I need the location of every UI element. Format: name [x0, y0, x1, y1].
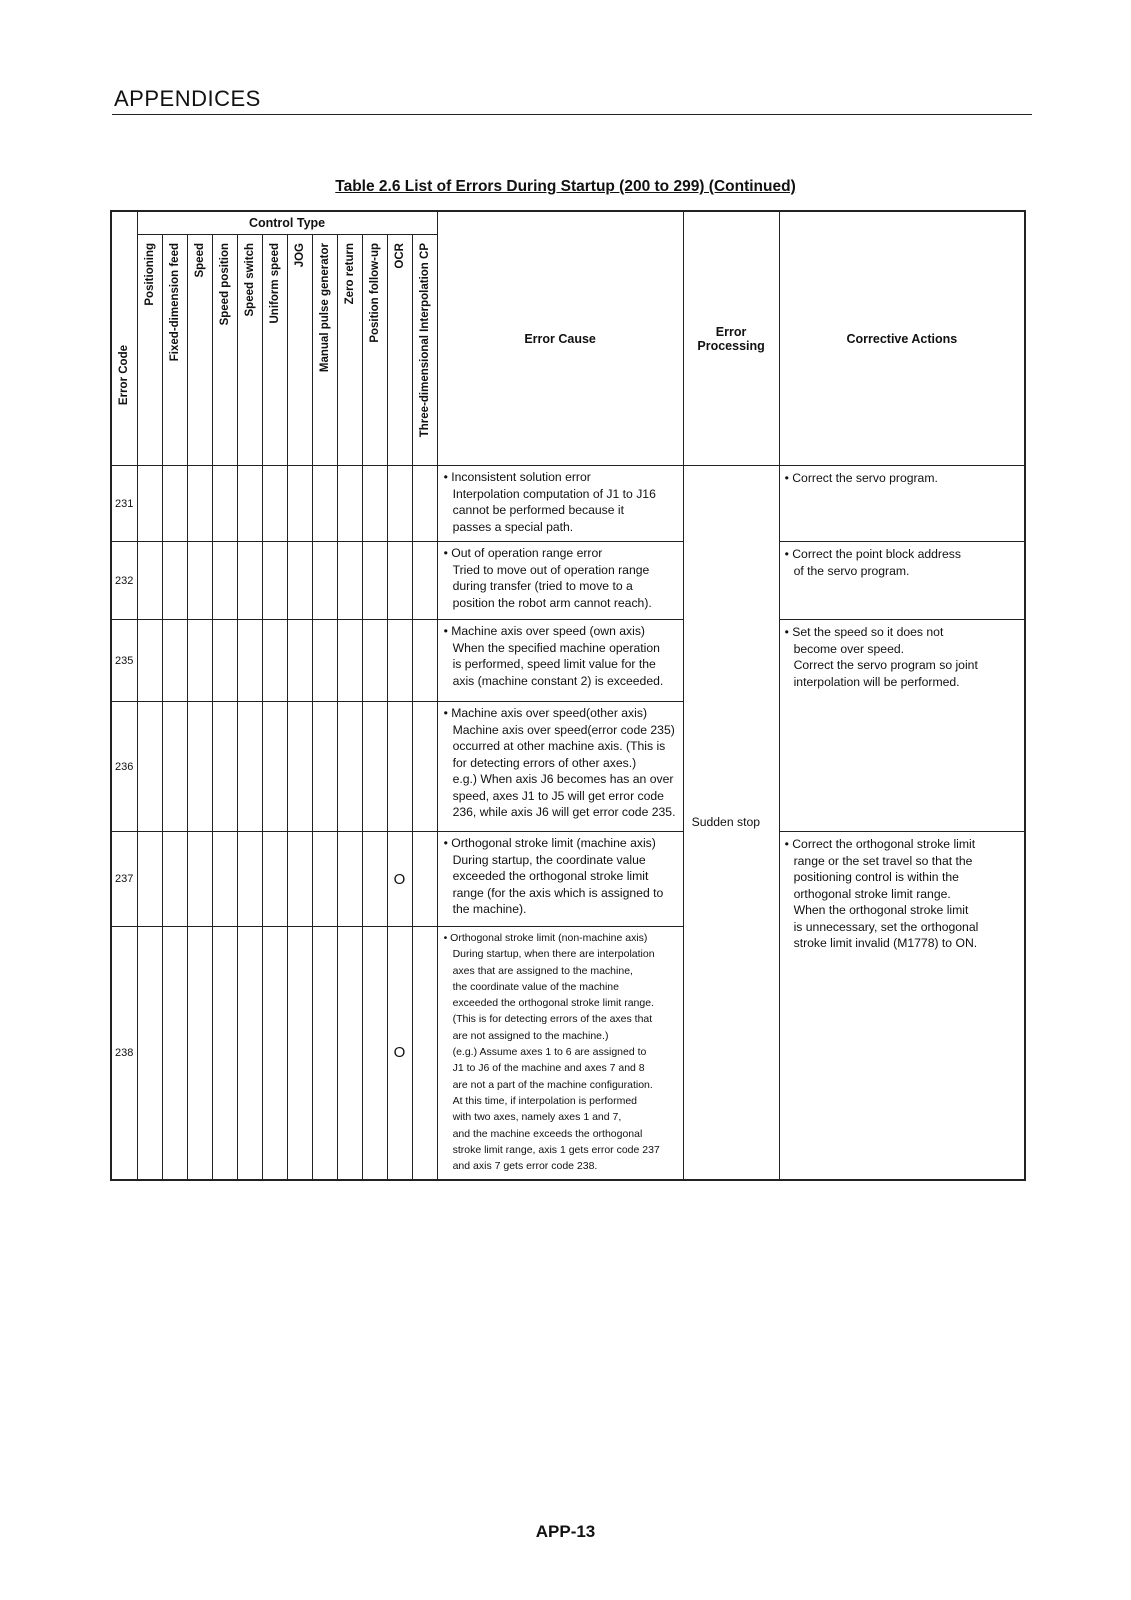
corrective-action-cell	[779, 832, 1025, 1180]
ct-col-zero-return	[337, 235, 362, 466]
cause-line: position the robot arm cannot reach).	[452, 595, 652, 610]
corrective-action-cell	[779, 542, 1025, 620]
ct-cell	[312, 466, 337, 542]
cause-line: exceeded the orthogonal stroke limit range.	[452, 997, 654, 1010]
ct-cell	[137, 832, 162, 927]
ocr-mark: O	[387, 927, 412, 1180]
cause-line: the machine).	[452, 902, 527, 916]
ct-cell	[162, 542, 187, 620]
ct-label-manual-pulse-generator: Manual pulse generator	[318, 243, 331, 373]
ct-cell	[337, 466, 362, 542]
cause-line: is performed, speed limit value for the	[452, 657, 656, 671]
ct-cell	[187, 927, 212, 1180]
cause-line: with two axes, namely axes 1 and 7,	[452, 1111, 622, 1124]
cause-line: Interpolation computation of J1 to J16	[452, 486, 656, 501]
ct-cell	[287, 927, 312, 1180]
ct-cell	[262, 702, 287, 832]
ct-cell	[387, 620, 412, 702]
cause-line: At this time, if interpolation is performed	[452, 1094, 638, 1107]
ct-cell	[412, 702, 437, 832]
action-line: orthogonal stroke limit range.	[793, 886, 951, 901]
control-type-header: Control Type	[137, 211, 437, 235]
ct-cell	[262, 832, 287, 927]
error-cause-header: Error Cause	[437, 211, 683, 466]
ct-cell	[337, 620, 362, 702]
action-line: is unnecessary, set the orthogonal	[793, 919, 979, 934]
page-number: APP-13	[535, 1522, 596, 1541]
ct-cell	[287, 832, 312, 927]
error-code: 237	[111, 832, 137, 927]
ct-cell	[237, 620, 262, 702]
ct-cell	[362, 927, 387, 1180]
cause-line: e.g.) When axis J6 becomes has an over	[452, 772, 674, 786]
ct-cell	[237, 832, 262, 927]
ct-cell	[412, 466, 437, 542]
table-caption	[0, 178, 1131, 196]
cause-line: and axis 7 gets error code 238.	[452, 1160, 598, 1173]
cause-line: J1 to J6 of the machine and axes 7 and 8	[452, 1062, 645, 1075]
cause-line: and the machine exceeds the orthogonal	[452, 1127, 643, 1140]
ct-label-3d-interpolation-cp: Three-dimensional Interpolation CP	[418, 243, 431, 438]
action-line: stroke limit invalid (M1778) to ON.	[793, 936, 978, 950]
action-line: • Correct the orthogonal stroke limit	[784, 837, 976, 851]
error-code-header	[111, 211, 137, 466]
table-row-235	[111, 620, 1025, 702]
ct-cell	[237, 927, 262, 1180]
ct-cell	[162, 620, 187, 702]
cause-line: During startup, when there are interpolation	[452, 948, 655, 961]
ct-cell	[287, 542, 312, 620]
error-code: 235	[111, 620, 137, 702]
error-code: 236	[111, 702, 137, 832]
table-caption-text: Table 2.6 List of Errors During Startup (200 to 299) (Continued)	[335, 178, 796, 195]
cause-line: are not assigned to the machine.)	[452, 1029, 609, 1042]
ct-cell	[312, 927, 337, 1180]
ct-cell	[387, 702, 412, 832]
cause-line: • Inconsistent solution error	[443, 470, 591, 484]
error-cause-cell	[437, 927, 683, 1180]
action-line: range or the set travel so that the	[793, 853, 973, 868]
cause-line: for detecting errors of other axes.)	[452, 755, 637, 770]
ct-cell	[337, 702, 362, 832]
ct-cell	[412, 832, 437, 927]
cause-line: exceeded the orthogonal stroke limit	[452, 869, 649, 883]
ct-label-speed: Speed	[193, 243, 206, 278]
action-line: interpolation will be performed.	[793, 674, 960, 689]
cause-line: Tried to move out of operation range	[452, 562, 650, 577]
ct-cell	[137, 620, 162, 702]
ct-cell	[287, 466, 312, 542]
action-line: become over speed.	[793, 641, 905, 656]
cause-line: • Orthogonal stroke limit (machine axis)	[443, 836, 656, 850]
error-code: 231	[111, 466, 137, 542]
cause-line: passes a special path.	[452, 519, 574, 534]
ct-label-speed-switch: Speed switch	[243, 243, 256, 317]
ct-cell	[162, 466, 187, 542]
ct-cell	[187, 620, 212, 702]
ct-cell	[162, 927, 187, 1180]
ct-cell	[312, 832, 337, 927]
ct-cell	[312, 542, 337, 620]
header-row-control-type	[111, 211, 1025, 235]
ct-label-speed-position: Speed position	[218, 243, 231, 326]
cause-line: occurred at other machine axis. (This is	[452, 739, 666, 753]
corrective-actions-header: Corrective Actions	[779, 211, 1025, 466]
ct-cell	[162, 832, 187, 927]
ct-col-uniform-speed	[262, 235, 287, 466]
ct-label-zero-return: Zero return	[343, 243, 356, 305]
ct-col-3d-interpolation-cp	[412, 235, 437, 466]
cause-line: stroke limit range, axis 1 gets error code 237	[452, 1143, 660, 1156]
action-line: of the servo program.	[793, 563, 910, 578]
action-line: • Correct the servo program.	[784, 471, 938, 485]
ocr-mark: O	[387, 832, 412, 927]
ct-cell	[212, 466, 237, 542]
ct-cell	[187, 832, 212, 927]
ct-cell	[187, 542, 212, 620]
ct-cell	[337, 542, 362, 620]
action-line: Correct the servo program so joint	[793, 658, 978, 672]
ct-cell	[212, 832, 237, 927]
ct-cell	[137, 542, 162, 620]
header-rule	[112, 114, 1032, 115]
ct-label-jog: JOG	[293, 243, 306, 268]
action-line: • Set the speed so it does not	[784, 625, 944, 639]
cause-line: cannot be performed because it	[452, 503, 625, 517]
table-row-232	[111, 542, 1025, 620]
ct-col-jog	[287, 235, 312, 466]
ct-cell	[362, 832, 387, 927]
ct-cell	[362, 702, 387, 832]
cause-line: • Machine axis over speed (own axis)	[443, 624, 645, 638]
error-cause-cell	[437, 542, 683, 620]
cause-line: (This is for detecting errors of the axes that	[452, 1013, 653, 1026]
cause-line: 236, while axis J6 will get error code 235.	[452, 805, 676, 819]
cause-line: During startup, the coordinate value	[452, 852, 646, 867]
cause-line: axis (machine constant 2) is exceeded.	[452, 673, 664, 688]
ct-cell	[387, 466, 412, 542]
cause-line: Machine axis over speed(error code 235)	[452, 722, 675, 737]
ct-label-fixed-dimension-feed: Fixed-dimension feed	[168, 243, 181, 362]
error-cause-cell	[437, 466, 683, 542]
ct-col-speed	[187, 235, 212, 466]
cause-line: are not a part of the machine configuration.	[452, 1078, 653, 1091]
ct-label-uniform-speed: Uniform speed	[268, 243, 281, 324]
ct-col-ocr	[387, 235, 412, 466]
ct-cell	[412, 927, 437, 1180]
cause-line: range (for the axis which is assigned to	[452, 885, 664, 900]
ct-cell	[262, 466, 287, 542]
ct-cell	[237, 542, 262, 620]
ct-cell	[337, 832, 362, 927]
ct-cell	[212, 702, 237, 832]
section-header-title: APPENDICES	[114, 86, 261, 111]
ct-cell	[362, 620, 387, 702]
ct-col-fixed-dimension-feed	[162, 235, 187, 466]
ct-cell	[312, 702, 337, 832]
error-code: 232	[111, 542, 137, 620]
corrective-action-cell	[779, 466, 1025, 542]
error-cause-cell	[437, 620, 683, 702]
ct-cell	[387, 542, 412, 620]
error-code: 238	[111, 927, 137, 1180]
cause-line: • Machine axis over speed(other axis)	[443, 706, 648, 720]
action-line: • Correct the point block address	[784, 547, 961, 561]
ct-col-manual-pulse-generator	[312, 235, 337, 466]
ct-col-speed-switch	[237, 235, 262, 466]
ct-cell	[187, 466, 212, 542]
ct-label-ocr: OCR	[393, 243, 406, 269]
error-cause-cell	[437, 832, 683, 927]
ct-cell	[312, 620, 337, 702]
ct-cell	[262, 542, 287, 620]
ct-cell	[137, 702, 162, 832]
ct-cell	[287, 702, 312, 832]
ct-cell	[362, 542, 387, 620]
cause-line: the coordinate value of the machine	[452, 980, 619, 993]
ct-cell	[212, 927, 237, 1180]
ct-cell	[287, 620, 312, 702]
ct-cell	[212, 542, 237, 620]
table-row-237	[111, 832, 1025, 927]
ct-col-positioning	[137, 235, 162, 466]
ct-cell	[212, 620, 237, 702]
error-processing-cell: Sudden stop	[683, 466, 779, 1180]
error-table	[110, 210, 1026, 1181]
ct-col-speed-position	[212, 235, 237, 466]
ct-col-position-follow-up	[362, 235, 387, 466]
ct-cell	[237, 466, 262, 542]
cause-line: • Orthogonal stroke limit (non-machine axis)	[443, 932, 648, 944]
ct-cell	[337, 927, 362, 1180]
error-cause-cell	[437, 702, 683, 832]
cause-line: axes that are assigned to the machine,	[452, 964, 633, 977]
ct-cell	[412, 542, 437, 620]
corrective-action-cell	[779, 620, 1025, 832]
cause-line: When the specified machine operation	[452, 640, 660, 655]
action-line: When the orthogonal stroke limit	[793, 903, 969, 917]
table-row-231	[111, 466, 1025, 542]
ct-cell	[262, 927, 287, 1180]
ct-cell	[137, 466, 162, 542]
ct-cell	[187, 702, 212, 832]
cause-line: speed, axes J1 to J5 will get error code	[452, 788, 664, 803]
error-processing-header: Error Processing	[683, 211, 779, 466]
ct-cell	[362, 466, 387, 542]
ct-cell	[262, 620, 287, 702]
ct-cell	[162, 702, 187, 832]
action-line: positioning control is within the	[793, 870, 959, 884]
cause-line: • Out of operation range error	[443, 546, 603, 560]
cause-line: (e.g.) Assume axes 1 to 6 are assigned to	[452, 1046, 647, 1059]
ct-cell	[412, 620, 437, 702]
ct-label-positioning: Positioning	[143, 243, 156, 306]
ct-cell	[237, 702, 262, 832]
cause-line: during transfer (tried to move to a	[452, 579, 633, 593]
ct-cell	[137, 927, 162, 1180]
error-code-header-label: Error Code	[118, 344, 131, 405]
ct-label-position-follow-up: Position follow-up	[368, 243, 381, 343]
